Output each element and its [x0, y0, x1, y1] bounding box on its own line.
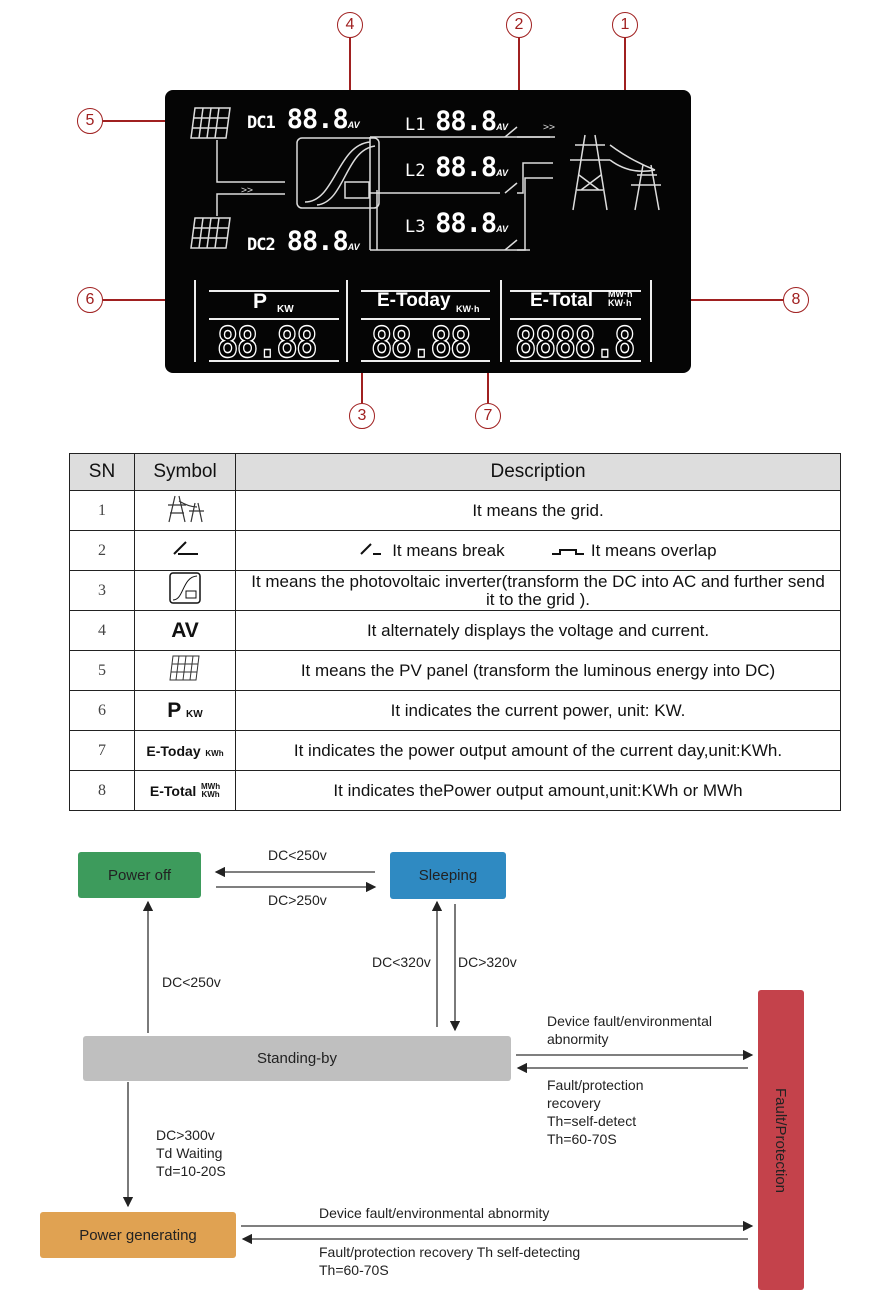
callout-1: 1	[612, 12, 638, 38]
sn: 5	[70, 651, 135, 691]
dc2-label: DC2	[247, 235, 275, 255]
state-fault-protection	[758, 990, 804, 1290]
etotal-unit	[608, 290, 633, 308]
symbol-unit-kwh: KWh	[201, 790, 220, 800]
l3-display	[405, 208, 508, 239]
table-row	[70, 731, 841, 771]
symbol	[135, 731, 236, 771]
etoday-label: E-Today	[377, 290, 451, 311]
sn: 1	[70, 491, 135, 531]
table-row	[70, 491, 841, 531]
state-sleeping: Sleeping	[390, 852, 506, 899]
sn: 8	[70, 771, 135, 811]
callout-8: 8	[783, 287, 809, 313]
dc2-value: 88.8	[286, 226, 348, 257]
symbol-unit: KW	[186, 708, 203, 720]
sn: 2	[70, 531, 135, 571]
l1-display	[405, 106, 508, 137]
label-standby-to-fault: Device fault/environmental abnormity	[547, 1013, 712, 1047]
callout-3: 3	[349, 403, 375, 429]
table-row	[70, 571, 841, 611]
sn: 4	[70, 611, 135, 651]
header-sn: SN	[70, 454, 135, 491]
symbol	[135, 691, 236, 731]
pv-panel-icon	[135, 651, 236, 691]
label-gen-to-fault: Device fault/environmental abnormity	[319, 1205, 550, 1221]
dc1-display	[247, 104, 360, 135]
l1-label: L1	[405, 115, 426, 135]
pv-panel-icon	[191, 108, 230, 138]
inverter-icon	[297, 138, 379, 208]
label-line: Fault/protection recovery Th self-detecting	[319, 1244, 581, 1260]
dc1-value: 88.8	[286, 104, 348, 135]
header-symbol: Symbol	[135, 454, 236, 491]
description: It indicates thePower output amount,unit:KWh or MWh	[236, 771, 841, 811]
symbol-text: P	[167, 698, 182, 722]
etotal-label: E-Total	[530, 290, 593, 311]
label-line: Th=self-detect	[547, 1113, 637, 1129]
grid-tower-icon	[570, 135, 661, 210]
l1-unit: AV	[496, 122, 508, 132]
description-overlap: It means overlap	[590, 541, 717, 560]
description: It means the grid.	[236, 491, 841, 531]
label-line: Th=60-70S	[547, 1131, 617, 1147]
pv-panel-icon	[191, 218, 230, 248]
lcd-display	[165, 90, 691, 373]
description: It indicates the current power, unit: KW.	[236, 691, 841, 731]
dc1-unit: AV	[347, 120, 360, 130]
callout-5: 5	[77, 108, 103, 134]
state-power-generating: Power generating	[40, 1212, 236, 1258]
description-break: It means break	[392, 541, 505, 560]
l2-value: 88.8	[435, 152, 497, 183]
description: It alternately displays the voltage and current.	[236, 611, 841, 651]
callout-6: 6	[77, 287, 103, 313]
flow-arrow: >>	[543, 122, 556, 133]
symbol-unit-mwh: MWh	[201, 782, 221, 792]
label-sleep-to-standby: DC>320v	[458, 954, 517, 970]
dc2-display	[247, 226, 360, 257]
table-row	[70, 611, 841, 651]
label-line: DC>300v	[156, 1127, 215, 1143]
etotal-unit-mwh: MW·h	[608, 289, 633, 299]
label-standby-to-sleep: DC<320v	[372, 954, 431, 970]
table-row	[70, 651, 841, 691]
power-value: 88.88	[217, 318, 316, 367]
dc1-label: DC1	[247, 113, 275, 133]
sn: 3	[70, 571, 135, 611]
label-fault-to-gen	[319, 1243, 580, 1279]
label-line: Td=10-20S	[156, 1163, 226, 1179]
symbol: AV	[135, 611, 236, 651]
break-icon	[359, 540, 387, 556]
symbol	[135, 771, 236, 811]
power-label: P	[253, 290, 268, 313]
table-row	[70, 531, 841, 571]
etoday-unit: KW·h	[456, 304, 480, 314]
l3-unit: AV	[496, 224, 508, 234]
table-header	[70, 454, 841, 491]
label-line: Fault/protection	[547, 1077, 644, 1093]
l2-display	[405, 152, 508, 183]
callout-4: 4	[337, 12, 363, 38]
symbol-text: E-Total	[149, 782, 197, 799]
l1-value: 88.8	[435, 106, 497, 137]
flow-arrow: >>	[241, 185, 254, 196]
label-line: recovery	[547, 1095, 601, 1111]
power-unit: KW	[277, 304, 294, 315]
description: It means the PV panel (transform the luminous energy into DC)	[236, 651, 841, 691]
description: It means the photovoltaic inverter(transform the DC into AC and further send it to the grid ).	[236, 571, 841, 611]
l3-value: 88.8	[435, 208, 497, 239]
state-standing-by: Standing-by	[83, 1036, 511, 1081]
label-standby-to-off: DC<250v	[162, 974, 221, 990]
label-line: Td Waiting	[156, 1145, 223, 1161]
etoday-value: 88.88	[371, 318, 470, 367]
label-sleep-to-off: DC<250v	[268, 847, 327, 863]
callout-7: 7	[475, 403, 501, 429]
sn: 6	[70, 691, 135, 731]
symbol-text: E-Today	[146, 742, 201, 759]
dc2-unit: AV	[347, 242, 360, 252]
fault-label: Fault/Protection	[772, 1087, 790, 1193]
l3-label: L3	[405, 217, 426, 237]
description: It indicates the power output amount of the current day,unit:KWh.	[236, 731, 841, 771]
description	[236, 531, 841, 571]
overlap-icon	[550, 540, 586, 556]
sn: 7	[70, 731, 135, 771]
state-power-off: Power off	[78, 852, 201, 898]
label-line: Th=60-70S	[319, 1262, 389, 1278]
label-standby-to-gen	[156, 1126, 226, 1180]
l2-label: L2	[405, 161, 426, 181]
label-fault-to-standby	[547, 1076, 644, 1148]
etotal-unit-kwh: KW·h	[608, 298, 632, 308]
label-off-to-sleep: DC>250v	[268, 892, 327, 908]
etotal-value: 8888.8	[515, 318, 634, 367]
inverter-icon	[135, 571, 236, 611]
table-row	[70, 771, 841, 811]
l2-unit: AV	[496, 168, 508, 178]
symbol-unit: KWh	[205, 748, 224, 758]
switch-icon	[135, 531, 236, 571]
header-description: Description	[236, 454, 841, 491]
grid-tower-icon	[135, 491, 236, 531]
callout-2: 2	[506, 12, 532, 38]
table-row	[70, 691, 841, 731]
symbol-table	[69, 453, 841, 811]
